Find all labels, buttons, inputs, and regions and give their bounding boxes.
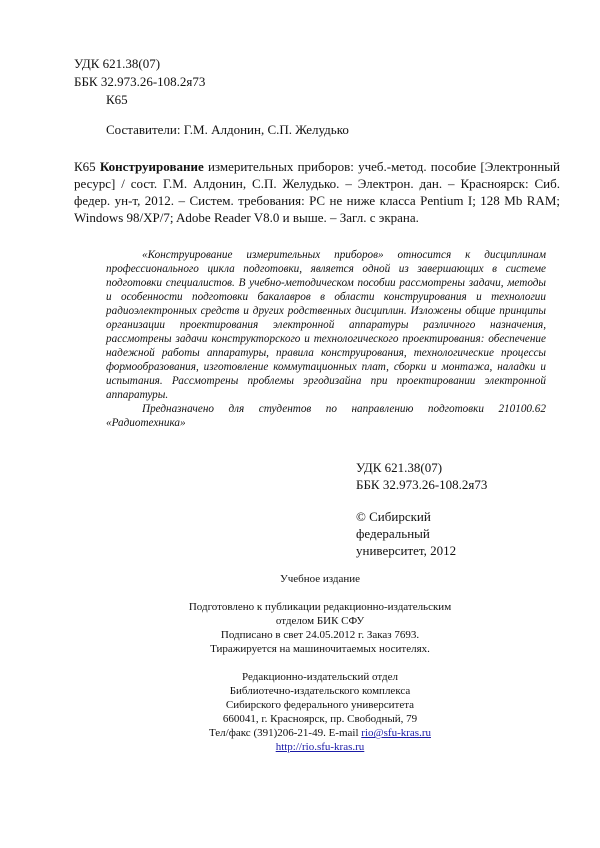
publisher-contacts — [120, 726, 520, 740]
publisher-line-2: Библиотечно-издательского комплекса — [229, 685, 411, 697]
bib-mark: К65 — [74, 159, 96, 174]
bibliographic-record — [74, 158, 560, 226]
edition-line-4: Тиражируется на машиночитаемых носителях. — [210, 643, 430, 655]
edition-line-1: Подготовлено к публикации редакционно-издательским — [188, 601, 452, 613]
edition-line-3: Подписано в свет 24.05.2012 г. Заказ 7693. — [220, 629, 420, 641]
bbk-code: ББК 32.973.26-108.2я73 — [74, 74, 206, 89]
publisher-address: 660041, г. Красноярск, пр. Свободный, 79 — [222, 713, 418, 725]
udk-code: УДК 621.38(07) — [74, 56, 161, 71]
bib-text: измерительных приборов: учеб.-метод. пособие [Электронный ресурс] / сост. Г.М. Алдонин, С.П. Желудько. – Электрон. дан. – Красноярск: Сиб. федер. ун-т, 2012. – Систем. требования: PC не ниже класса Pentium I; 128 Mb RAM; Windows 98/XP/7; Adobe Reader V8.0 и выше. – Загл. с экрана. — [74, 159, 561, 225]
compilers-line: Составители: Г.М. Алдонин, С.П. Желудько — [106, 122, 349, 137]
author-mark: К65 — [106, 92, 128, 107]
edition-type: Учебное издание — [279, 573, 361, 585]
website-link[interactable]: http://rio.sfu-kras.ru — [275, 741, 365, 753]
copyright-line-1: © Сибирский — [356, 509, 431, 524]
phone-line: Тел/факс (391)206-21-49. E-mail — [209, 727, 362, 739]
udk-code-right: УДК 621.38(07) — [356, 460, 443, 475]
edition-line-2: отделом БИК СФУ — [275, 615, 365, 627]
abstract-paragraph: «Конструирование измерительных приборов» относится к дисциплинам профессионального цикла подготовки, является одной из завершающих в системе подготовки специалистов. В учебно-методическом пособии рассмотрены задачи, методы и особенности подготовки бакалавров в области конструирования и технологии радиоэлектронных средств и других родственных дисциплин. Изложены общие принципы организации проектирования электронной аппаратуры различного назначения, рассмотрены задачи конструкторского и технологического проектирования: обеспечение надежной работы аппаратуры, правила конструирования, технологические процессы формообразования, изготовление коммутационных плат, сборки и монтажа, наладки и испытания. Рассмотрены проблемы эргодизайна при проектировании электронной аппаратуры. — [106, 249, 546, 401]
publisher-line-3: Сибирского федерального университета — [225, 699, 415, 711]
copyright-line-3: университет, 2012 — [356, 543, 457, 558]
bib-title: Конструирование — [99, 159, 204, 174]
audience-paragraph: Предназначено для студентов по направлению подготовки 210100.62 «Радиотехника» — [106, 403, 546, 429]
publisher-url-line — [120, 740, 520, 754]
publisher-line-1: Редакционно-издательский отдел — [242, 671, 398, 683]
email-link[interactable]: rio@sfu-kras.ru — [361, 727, 431, 739]
copyright-line-2: федеральный — [356, 526, 430, 541]
bbk-code-right: ББК 32.973.26-108.2я73 — [356, 477, 488, 492]
